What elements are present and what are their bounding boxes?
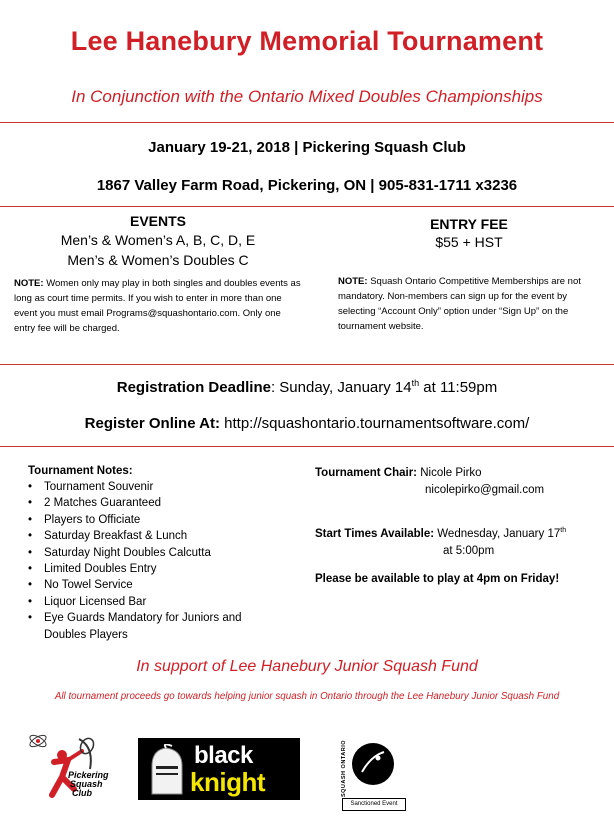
divider bbox=[0, 122, 614, 123]
venue-address: 1867 Valley Farm Road, Pickering, ON | 905-831-1711 x3236 bbox=[96, 177, 518, 194]
events-line: Men’s & Women’s Doubles C bbox=[67, 252, 249, 268]
start-times-label: Start Times Available: bbox=[315, 527, 435, 540]
logo-text: Club bbox=[72, 788, 92, 798]
tournament-chair bbox=[315, 465, 605, 499]
start-times-day: Wednesday, January 17 bbox=[434, 527, 561, 540]
sanctioned-badge: Sanctioned Event bbox=[342, 798, 406, 811]
page-subtitle: In Conjunction with the Ontario Mixed Doubles Championships bbox=[71, 87, 543, 106]
note-text: Women only may play in both singles and doubles events as long as court time permits. If you wish to enter in more than one event you must email Programs@squashontario.com. Only one entry fee will be charged. bbox=[14, 278, 301, 334]
squash-ontario-emblem-icon bbox=[338, 730, 408, 798]
list-item: • Eye Guards Mandatory for Juniors and Doubles Players bbox=[26, 610, 278, 643]
logo-text: Pickering bbox=[68, 770, 109, 780]
list-item: • Liquor Licensed Bar bbox=[26, 594, 278, 610]
divider bbox=[0, 206, 614, 207]
dates-venue: January 19-21, 2018 | Pickering Squash Club bbox=[148, 139, 466, 156]
list-item: • Tournament Souvenir bbox=[26, 479, 278, 495]
entry-fee-heading: ENTRY FEE bbox=[430, 216, 508, 232]
note-text: Squash Ontario Competitive Memberships are not mandatory. Non-members can sign up for the event by selecting “Account Only” option under “Sign Up” on the tournament website. bbox=[338, 276, 581, 332]
squash-ontario-logo bbox=[338, 730, 408, 812]
logo-text: Squash bbox=[70, 779, 103, 789]
knight-helmet-icon bbox=[146, 744, 188, 796]
register-label: Register Online At: bbox=[84, 415, 220, 432]
list-item: • 2 Matches Guaranteed bbox=[26, 495, 278, 511]
registration-deadline bbox=[0, 378, 614, 396]
list-item: • Saturday Night Doubles Calcutta bbox=[26, 545, 278, 561]
divider bbox=[0, 446, 614, 447]
deadline-date: : Sunday, January 14 bbox=[270, 379, 412, 396]
friday-note: Please be available to play at 4pm on Friday! bbox=[315, 573, 560, 585]
events-heading: EVENTS bbox=[129, 213, 186, 229]
divider bbox=[0, 364, 614, 365]
chair-label: Tournament Chair: bbox=[315, 467, 418, 479]
black-knight-logo bbox=[138, 738, 300, 800]
events-section bbox=[14, 213, 302, 336]
start-times-time: at 5:00pm bbox=[443, 544, 495, 557]
proceeds-note: All tournament proceeds go towards helping junior squash in Ontario through the Lee Hanebury Junior Squash Fund bbox=[54, 691, 560, 702]
start-times-ordinal: th bbox=[560, 527, 567, 534]
deadline-ordinal: th bbox=[411, 378, 420, 388]
list-item: • Limited Doubles Entry bbox=[26, 561, 278, 577]
start-times bbox=[315, 522, 605, 560]
entry-fee-amount: $55 + HST bbox=[435, 234, 503, 250]
logo-text: knight bbox=[190, 767, 265, 797]
page-title: Lee Hanebury Memorial Tournament bbox=[70, 26, 544, 56]
events-line: Men’s & Women’s A, B, C, D, E bbox=[60, 232, 256, 248]
logo-text: black bbox=[194, 742, 253, 769]
deadline-label: Registration Deadline bbox=[116, 379, 271, 396]
chair-email[interactable]: nicolepirko@gmail.com bbox=[425, 484, 545, 496]
chair-name: Nicole Pirko bbox=[417, 467, 482, 479]
note-label: NOTE: bbox=[338, 276, 368, 287]
entry-fee-section bbox=[338, 213, 600, 334]
pickering-squash-club-logo bbox=[24, 727, 124, 803]
tournament-notes bbox=[28, 463, 278, 643]
register-url[interactable]: http://squashontario.tournamentsoftware.com/ bbox=[219, 415, 530, 432]
register-online bbox=[0, 415, 614, 432]
deadline-time: at 11:59pm bbox=[419, 379, 498, 396]
list-item: • Saturday Breakfast & Lunch bbox=[26, 528, 278, 544]
support-heading: In support of Lee Hanebury Junior Squash Fund bbox=[136, 658, 478, 675]
notes-heading: Tournament Notes: bbox=[28, 465, 133, 477]
logo-text: SQUASH ONTARIO bbox=[341, 740, 347, 798]
note-label: NOTE: bbox=[14, 278, 44, 289]
events-note bbox=[14, 276, 302, 336]
list-item: • No Towel Service bbox=[26, 577, 278, 593]
list-item: • Players to Officiate bbox=[26, 512, 278, 528]
entry-fee-note bbox=[338, 274, 600, 334]
